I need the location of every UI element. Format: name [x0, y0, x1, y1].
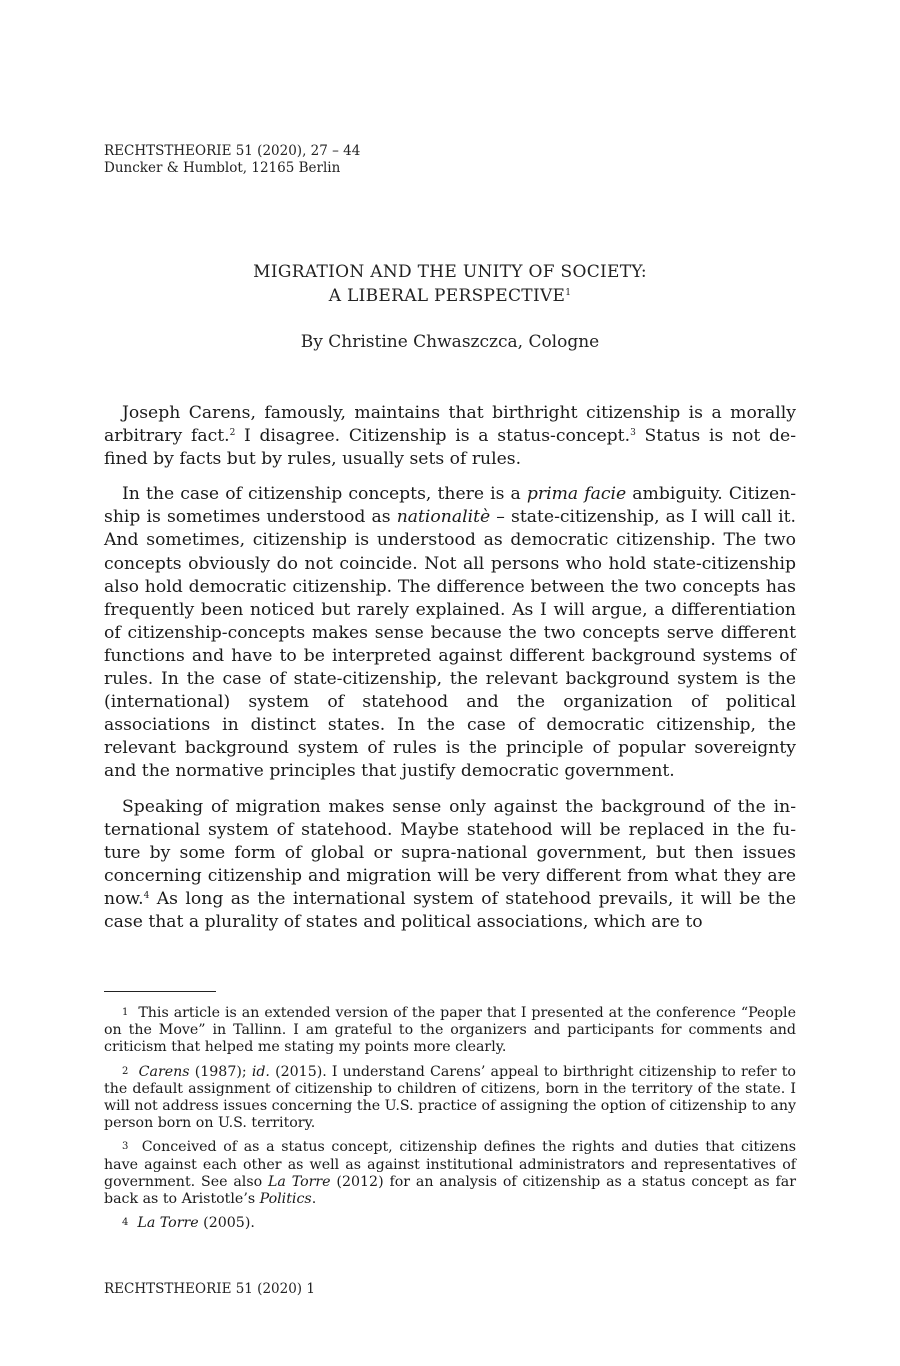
- footnote-ref-2: 2: [229, 428, 236, 439]
- paragraph-1-text-a: Joseph Carens, famously, maintains that birthright citizenship is a morally arbitrary fact.: [104, 403, 796, 447]
- paragraph-2-text-a: In the case of citizenship concepts, there is a: [122, 484, 527, 505]
- author-byline: By Christine Chwaszczca, Cologne: [300, 332, 600, 352]
- paragraph-2: [104, 483, 796, 783]
- footnote-3-text-c: .: [311, 1191, 317, 1208]
- footnote-2-italic-2: id.: [251, 1063, 270, 1080]
- title-line-2-text: A LIBERAL PERSPECTIVE: [328, 286, 566, 306]
- article-body: [104, 402, 796, 946]
- paragraph-2-text-b: ambiguity. Citizenship is sometimes understood as: [104, 484, 796, 528]
- title-footnote-ref: 1: [565, 288, 572, 298]
- journal-citation: RECHTSTHEORIE 51 (2020), 27 – 44: [104, 143, 361, 159]
- footnote-4-number: 4: [122, 1217, 129, 1229]
- page-footer: RECHTSTHEORIE 51 (2020) 1: [104, 1281, 315, 1297]
- paragraph-1-text-c: Status is not defined by facts but by rules, usually sets of rules.: [104, 426, 796, 470]
- footnote-4: [104, 1214, 796, 1232]
- footnote-2: [104, 1063, 796, 1133]
- paragraph-3-text-b: As long as the international system of statehood prevails, it will be the case that a plurality of states and political associations, which are to: [104, 888, 796, 932]
- journal-header: [104, 143, 360, 177]
- footnote-separator: [104, 991, 216, 992]
- paragraph-1-text-b: I disagree. Citizenship is a status-concept.: [235, 426, 631, 447]
- footnote-2-text-a: (1987);: [189, 1063, 252, 1080]
- footnote-1-text: This article is an extended version of the paper that I presented at the conference “People on the Move” in Tallinn. I am grateful to the organizers and participants for comments and criticism that helped me stating my points more clearly.: [104, 1005, 796, 1056]
- footnote-3-text-b: (2012) for an analysis of citizenship as a status concept as far back as to Aristotle’s: [104, 1173, 796, 1208]
- footnote-1-number: 1: [122, 1007, 129, 1018]
- footnote-2-text-b: (2015). I understand Carens’ appeal to birthright citizenship to refer to the default assignment of citizenship to children of citizens, born in the territory of the state. I will not address issues concerning the U.S. practice of assigning the option of citizenship to any person born on U.S. territory.: [104, 1063, 796, 1132]
- paragraph-2-italic-1: prima facie: [526, 484, 627, 505]
- publisher-line: Duncker & Humblot, 12165 Berlin: [104, 160, 341, 176]
- footnote-ref-4: 4: [143, 890, 150, 901]
- paragraph-3: [104, 796, 796, 935]
- footnote-3: [104, 1138, 796, 1208]
- title-line-1: MIGRATION AND THE UNITY OF SOCIETY:: [253, 262, 647, 282]
- footnote-3-italic-1: La Torre: [268, 1173, 331, 1190]
- footnotes: [104, 1004, 796, 1238]
- paragraph-2-italic-2: nationalitè: [396, 507, 491, 528]
- footnote-ref-3: 3: [630, 428, 636, 439]
- footnote-2-number: 2: [122, 1065, 129, 1077]
- footnote-3-text-a: Conceived of as a status concept, citizenship defines the rights and duties that citizens have against each other as well as against institutional administrators and representatives of government. See also: [104, 1139, 796, 1190]
- paragraph-1: [104, 402, 796, 471]
- footnote-2-italic-1: Carens: [138, 1063, 190, 1080]
- footnote-3-italic-2: Politics: [259, 1191, 312, 1208]
- paragraph-2-text-c: – state-citizenship, as I will call it. And sometimes, citizenship is understood as democratic citizenship. The two concepts obviously do not coincide. Not all persons who hold state-citizenship also hold democratic citizenship. The difference between the two concepts has frequently been noticed but rarely explained. As I will argue, a differentiation of citizenship-concepts makes sense because the two concepts serve different functions and have to be interpreted against different background systems of rules. In the case of state-citizenship, the relevant background system is the (international) system of statehood and the organization of political associations in distinct states. In the case of democratic citizenship, the relevant background system of rules is the principle of popular sovereignty and the normative principles that justify democratic government.: [104, 507, 796, 782]
- paragraph-3-text-a: Speaking of migration makes sense only against the background of the international system of statehood. Maybe statehood will be replaced in the future by some form of global or supra-national government, but then issues concerning citizenship and migration will be very different from what they are now.: [104, 796, 796, 909]
- footnote-4-italic-1: La Torre: [137, 1215, 199, 1232]
- footnote-4-text-a: (2005).: [198, 1215, 255, 1232]
- article-title: [0, 260, 900, 308]
- title-line-2: [0, 284, 900, 308]
- footnote-3-number: 3: [122, 1141, 129, 1153]
- footnote-1: [104, 1004, 796, 1057]
